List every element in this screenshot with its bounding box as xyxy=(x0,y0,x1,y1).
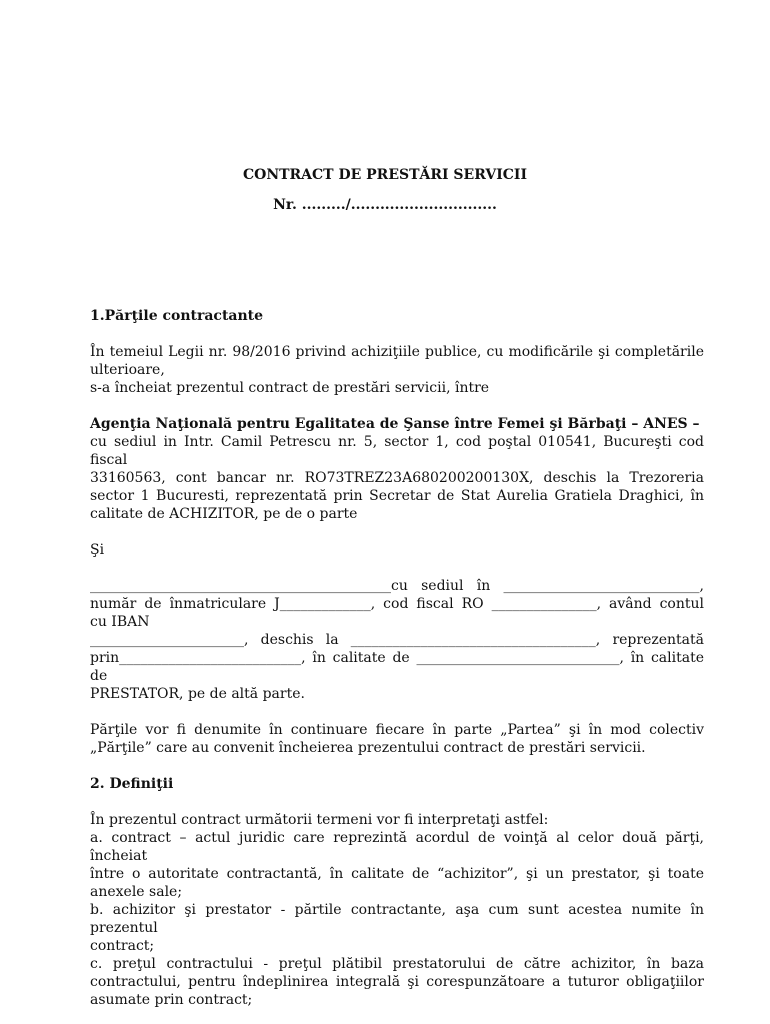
definition-item: a. contract – actul juridic care reprezintă acordul de voinţă al celor două părţi, încheiat xyxy=(90,830,704,864)
text-line: prezentul xyxy=(90,920,158,936)
definitions-list xyxy=(90,811,704,1009)
text-line: sector 1 Bucuresti, reprezentată prin Secretar de Stat Aurelia Gratiela Draghici, în xyxy=(90,488,704,504)
conjunction: Şi xyxy=(90,542,105,558)
definition-item: b. achizitor şi prestator - părtile contractante, aşa cum sunt acestea numite în xyxy=(90,902,704,918)
section-heading-parties: 1.Părţile contractante xyxy=(90,308,264,324)
intro-paragraph xyxy=(90,343,704,397)
text-line: cu sediul in Intr. Camil Petrescu nr. 5, sector 1, cod poştal 010541, Bucureşti cod fiscal xyxy=(90,434,704,468)
text-line: „Părţile” care au convenit încheierea prezentului contract de prestări servicii. xyxy=(90,740,646,756)
text-line xyxy=(90,415,704,433)
text-line: s-a încheiat prezentul contract de prestări servicii, între xyxy=(90,380,490,396)
text-line: cu IBAN xyxy=(90,614,150,630)
text-line: PRESTATOR, pe de altă parte. xyxy=(90,686,305,702)
text-line: contract; xyxy=(90,938,155,954)
text-line: între o autoritate contractantă, în calitate de “achizitor”, şi un prestator, şi toate xyxy=(90,866,704,882)
text-line: În temeiul Legii nr. 98/2016 privind achiziţiile publice, cu modificările şi completările xyxy=(90,344,704,360)
text-line: 33160563, cont bancar nr. RO73TREZ23A680200200130X, deschis la Trezoreria xyxy=(90,470,704,486)
section-heading-definitions: 2. Definiţii xyxy=(90,776,174,792)
party1-dash: – xyxy=(687,416,700,432)
contract-title: CONTRACT DE PRESTĂRI SERVICII xyxy=(242,167,528,183)
text-line: prin__________________________, în calitate de _____________________________, în calitate de xyxy=(90,650,704,684)
text-line: anexele sale; xyxy=(90,884,183,900)
party2-paragraph xyxy=(90,577,704,703)
party1-paragraph xyxy=(90,415,704,523)
text-line: număr de înmatriculare J_____________, cod fiscal RO _______________, având contul xyxy=(90,596,704,612)
contract-number: Nr. ........./.............................. xyxy=(273,197,497,213)
text-line: calitate de ACHIZITOR, pe de o parte xyxy=(90,506,358,522)
text-line: ___________________________________________cu sediul în ____________________________, xyxy=(90,578,704,594)
document-body xyxy=(90,307,704,1009)
text-line: În prezentul contract următorii termeni vor fi interpretaţi astfel: xyxy=(90,812,549,828)
text-line: ______________________, deschis la ___________________________________, reprezentată xyxy=(90,632,704,648)
naming-paragraph xyxy=(90,721,704,757)
text-line: Părţile vor fi denumite în continuare fiecare în parte „Partea” şi în mod colectiv xyxy=(90,722,704,738)
text-line: contractului, pentru îndeplinirea integrală şi corespunzătoare a tuturor obligaţiilor xyxy=(90,974,704,990)
definition-item: c. preţul contractului - preţul plătibil prestatorului de către achizitor, în baza xyxy=(90,956,704,972)
party1-name: Agenţia Naţională pentru Egalitatea de Şanse între Femei şi Bărbaţi – ANES xyxy=(90,416,688,432)
text-line: ulterioare, xyxy=(90,362,165,378)
text-line: asumate prin contract; xyxy=(90,992,253,1008)
